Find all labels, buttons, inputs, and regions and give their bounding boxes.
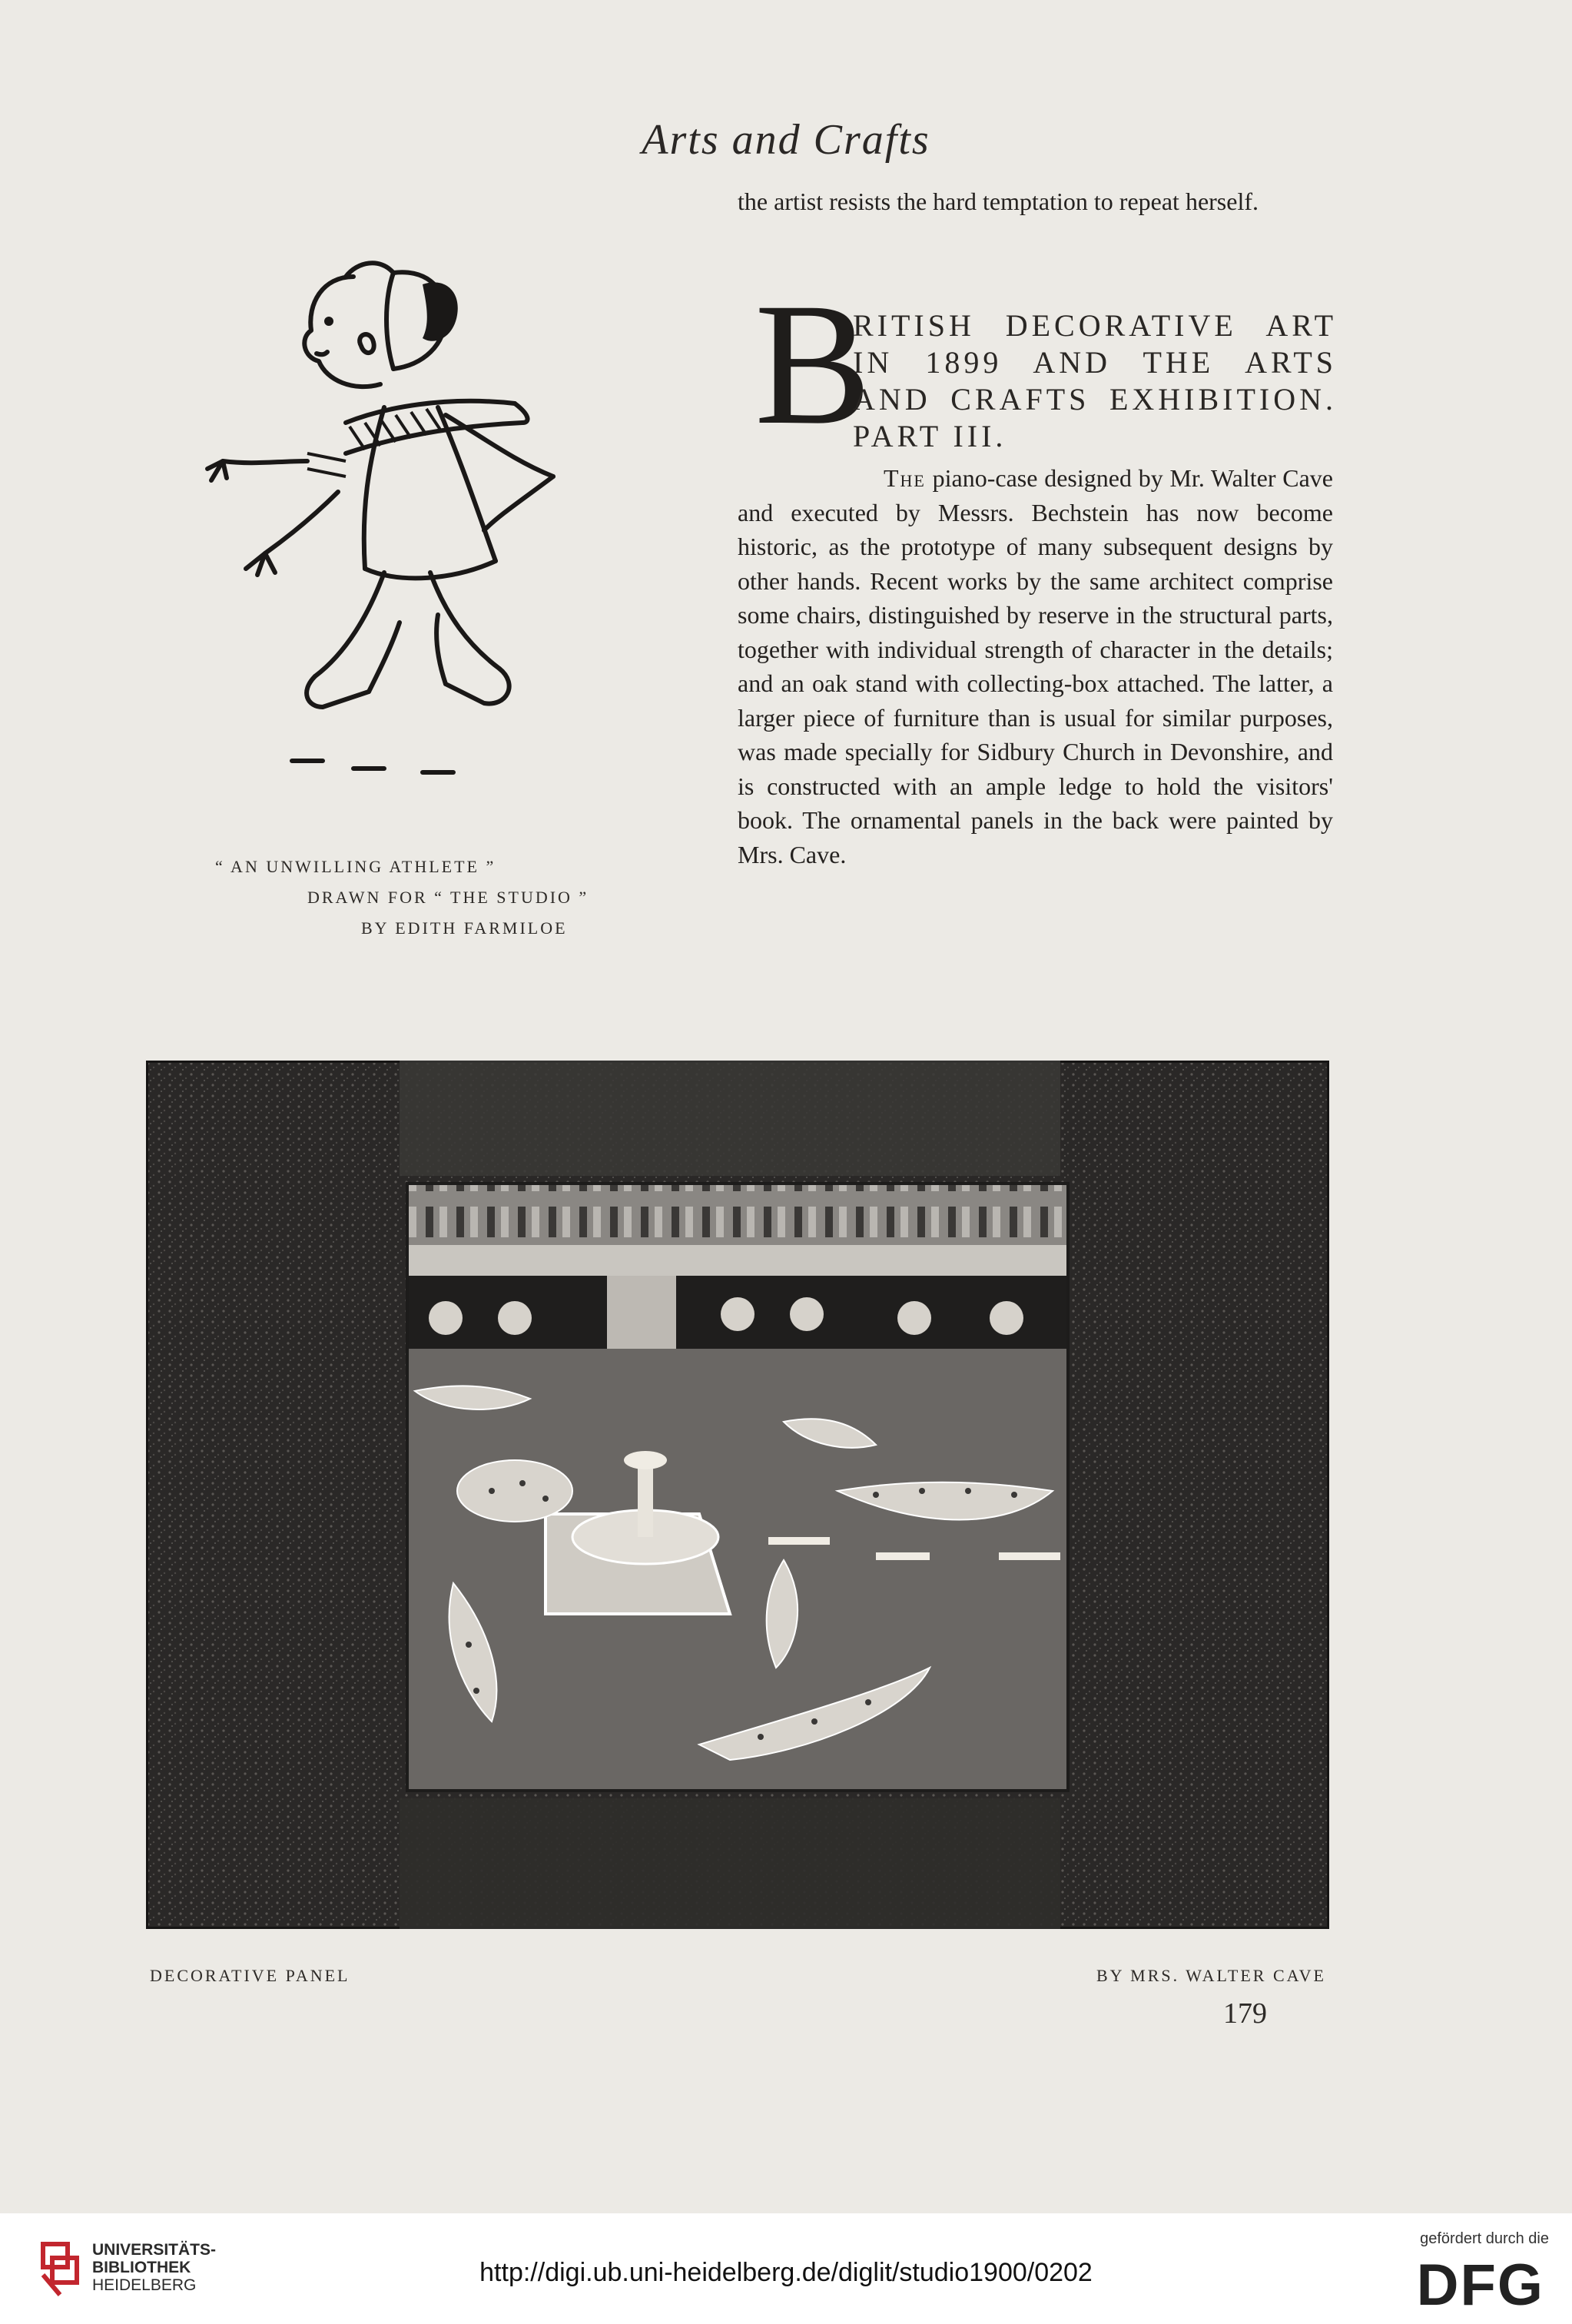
panel-caption-title: DECORATIVE PANEL — [150, 1966, 350, 1985]
paragraph-lead-word: The — [884, 464, 926, 492]
child-drawing-illustration — [192, 231, 653, 815]
illustration-caption — [207, 852, 607, 944]
heading-line: PART III. — [853, 419, 1007, 453]
lead-paragraph: the artist resists the hard temptation to repeat herself. — [738, 188, 1259, 215]
caption-artist: BY EDITH FARMILOE — [361, 918, 568, 938]
article-heading — [738, 267, 1337, 461]
running-head: Arts and Crafts — [642, 116, 930, 164]
library-line: BIBLIOTHEK — [92, 2259, 191, 2276]
paragraph-body: piano-case designed by Mr. Walter Cave and executed by Messrs. Bechstein has now become historic, as the prototype of many subsequent designs by other hands. Recent works by the same architect comprise some chairs, distinguished by reserve in the structural parts, together with individual strength of character in the details; and an oak stand with collecting-box attached. The latter, a larger piece of furniture than is usual for similar purposes, was made specially for Sidbury Church in Devonshire, and is constructed with an ample ledge to hold the visitors' book. The ornamental panels in the back were painted by Mrs. Cave. — [738, 464, 1333, 868]
funding-label: gefördert durch die — [1420, 2230, 1549, 2247]
body-paragraph — [738, 461, 1333, 872]
decorative-panel-image — [146, 1061, 1329, 1929]
drop-cap: B — [754, 267, 872, 461]
heading-line: IN 1899 AND THE ARTS — [853, 345, 1337, 380]
heading-text — [853, 307, 1337, 455]
caption-drawn-for: DRAWN FOR “ THE STUDIO ” — [307, 888, 589, 907]
panel-caption-artist: BY MRS. WALTER CAVE — [1096, 1966, 1326, 1985]
digitization-footer — [0, 2213, 1572, 2324]
heading-line: RITISH DECORATIVE ART — [853, 308, 1337, 343]
page-number: 179 — [1223, 1997, 1267, 2030]
library-line: HEIDELBERG — [92, 2276, 197, 2294]
heading-line: AND CRAFTS EXHIBITION. — [853, 382, 1337, 417]
caption-title: “ AN UNWILLING ATHLETE ” — [215, 857, 496, 876]
permalink-url[interactable]: http://digi.ub.uni-heidelberg.de/diglit/studio1900/0202 — [479, 2258, 1093, 2287]
dfg-logo: DFG — [1416, 2253, 1544, 2318]
library-line: UNIVERSITÄTS- — [92, 2241, 217, 2259]
